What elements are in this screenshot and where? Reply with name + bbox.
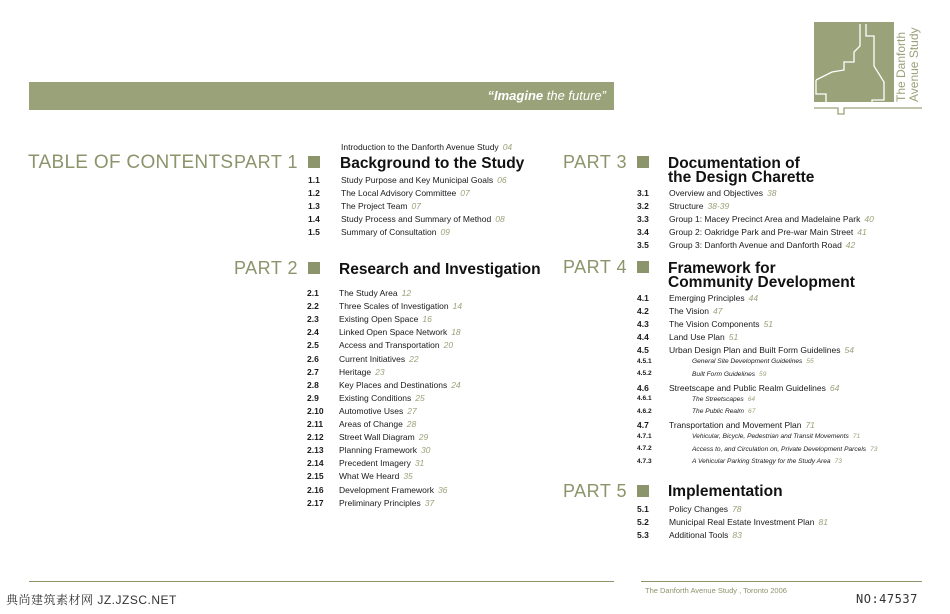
entry-number: 2.16 <box>307 484 324 495</box>
entry-number: 3.1 <box>637 188 649 198</box>
entry-number: 5.2 <box>637 517 649 528</box>
page-number: 07 <box>460 188 470 199</box>
page-number: 55 <box>806 358 814 366</box>
entry-number: 2.15 <box>307 471 324 482</box>
entry-number: 4.2 <box>637 306 649 317</box>
entry-number: 2.13 <box>307 445 324 456</box>
footer-rule-right <box>641 581 922 582</box>
entry-title <box>339 393 425 403</box>
page-number: 67 <box>748 408 756 416</box>
street-map-icon <box>814 22 894 102</box>
entry-text: General Site Development Guidelines <box>692 358 803 366</box>
entry-number: 4.5.1 <box>637 357 652 365</box>
entry-number: 5.1 <box>637 504 649 514</box>
entry-text: Transportation and Movement Plan <box>669 420 802 431</box>
part-heading <box>340 157 524 171</box>
entry-number: 2.2 <box>307 301 319 312</box>
entry-title <box>339 314 432 324</box>
page-number: 71 <box>852 433 861 441</box>
entry-title <box>341 201 421 211</box>
entry-text: Overview and Objectives <box>669 188 764 198</box>
page-number: 78 <box>732 504 742 514</box>
page-number: 38-39 <box>707 201 730 212</box>
page-number: 40 <box>864 214 874 225</box>
square-bullet-icon <box>637 261 649 273</box>
entry-title <box>339 498 434 508</box>
page-number: 08 <box>495 214 505 225</box>
danforth-logo <box>814 22 894 102</box>
entry-text: Study Process and Summary of Method <box>341 214 492 225</box>
entry-title <box>669 332 738 342</box>
part-heading-line: Research and Investigation <box>339 261 541 278</box>
part-heading <box>668 157 814 185</box>
page-number: 73 <box>870 445 878 453</box>
square-bullet-icon <box>637 156 649 168</box>
entry-title <box>669 293 758 303</box>
part-heading-line: Community Development <box>668 274 855 291</box>
entry-title <box>669 504 742 514</box>
tagline-banner <box>29 82 614 110</box>
entry-number: 4.3 <box>637 319 649 330</box>
square-bullet-icon <box>308 156 320 168</box>
square-bullet-icon <box>308 262 320 274</box>
entry-title <box>341 175 507 185</box>
entry-text: Streetscape and Public Realm Guidelines <box>669 382 826 393</box>
entry-text: Emerging Principles <box>669 293 745 303</box>
entry-title <box>669 214 874 224</box>
page-number: 71 <box>805 420 815 431</box>
page-number: 44 <box>748 293 759 303</box>
entry-text: What We Heard <box>339 471 400 482</box>
entry-title <box>339 354 419 364</box>
entry-text: Development Framework <box>339 484 434 495</box>
page-number: 27 <box>407 405 417 416</box>
entry-title <box>692 371 766 378</box>
entry-title <box>339 327 461 337</box>
entry-text: Summary of Consultation <box>341 227 437 238</box>
page-number: 31 <box>414 458 425 469</box>
entry-text: Existing Conditions <box>339 392 412 403</box>
entry-title <box>341 227 450 237</box>
entry-number: 1.5 <box>308 227 320 238</box>
entry-number: 4.6.1 <box>637 395 652 403</box>
entry-title <box>669 201 729 211</box>
part-heading-line: Background to the Study <box>340 155 525 172</box>
page-number: 12 <box>401 288 412 298</box>
page-number: 23 <box>375 366 385 377</box>
entry-text: Access and Transportation <box>339 340 440 351</box>
watermark-number: NO:47537 <box>856 592 918 606</box>
entry-text: Municipal Real Estate Investment Plan <box>669 517 815 528</box>
entry-text: Current Initiatives <box>339 353 406 364</box>
intro-entry[interactable]: Introduction to the Danforth Avenue Study 04 <box>341 142 513 152</box>
entry-number: 4.1 <box>637 293 649 303</box>
entry-text: Preliminary Principles <box>339 497 421 508</box>
entry-title <box>692 408 755 415</box>
entry-number: 2.12 <box>307 432 324 443</box>
square-bullet-icon <box>637 485 649 497</box>
entry-title <box>339 380 461 390</box>
entry-number: 2.11 <box>307 419 324 429</box>
page-number: 20 <box>443 340 454 351</box>
part-label: PART 4 <box>563 257 628 277</box>
page-number: 06 <box>497 175 507 185</box>
page-number: 59 <box>759 370 767 378</box>
entry-number: 2.14 <box>307 458 324 469</box>
entry-title <box>669 530 742 540</box>
entry-text: Existing Open Space <box>339 314 419 325</box>
entry-title <box>339 367 385 377</box>
entry-number: 1.3 <box>308 201 320 212</box>
entry-number: 3.2 <box>637 201 649 212</box>
page-number: 35 <box>403 471 413 482</box>
page-number: 37 <box>424 497 435 508</box>
entry-title <box>339 445 430 455</box>
entry-number: 2.6 <box>307 353 319 364</box>
entry-text: The Project Team <box>341 201 408 212</box>
entry-number: 2.3 <box>307 314 319 325</box>
entry-text: Street Wall Diagram <box>339 432 415 443</box>
footer-text: The Danforth Avenue Study , Toronto 2006 <box>645 586 787 595</box>
entry-text: Structure <box>669 201 704 212</box>
footer-rule-left <box>29 581 614 582</box>
entry-title <box>669 240 855 250</box>
entry-title <box>669 517 828 527</box>
entry-number: 4.6.2 <box>637 407 652 415</box>
entry-number: 2.8 <box>307 379 319 390</box>
entry-text: The Vision Components <box>669 319 760 330</box>
page-number: 64 <box>829 382 840 393</box>
entry-text: The Local Advisory Committee <box>341 188 457 199</box>
page-number: 09 <box>440 227 450 238</box>
entry-number: 4.7 <box>637 420 649 431</box>
tagline-text: “Imagine the future” <box>487 88 606 103</box>
entry-text: Key Places and Destinations <box>339 379 448 390</box>
entry-number: 2.9 <box>307 392 319 403</box>
entry-title <box>669 227 867 237</box>
entry-number: 2.7 <box>307 366 319 377</box>
entry-title <box>339 288 411 298</box>
entry-number: 3.5 <box>637 240 649 251</box>
entry-text: Group 3: Danforth Avenue and Danforth Road <box>669 240 842 251</box>
entry-number: 1.4 <box>308 214 320 225</box>
page-number: 16 <box>422 314 432 325</box>
entry-text: A Vehicular Parking Strategy for the Study Area <box>692 458 831 466</box>
part-heading <box>668 485 783 499</box>
entry-title <box>341 188 470 198</box>
part-label: PART 5 <box>563 481 628 501</box>
entry-text: Vehicular, Bicycle, Pedestrian and Transit Movements <box>692 433 849 441</box>
page-number: 04 <box>502 142 513 152</box>
entry-number: 4.6 <box>637 382 649 393</box>
entry-number: 4.7.3 <box>637 457 652 465</box>
entry-number: 2.17 <box>307 497 324 508</box>
entry-title <box>692 458 842 465</box>
part-heading-line: Implementation <box>668 483 783 500</box>
entry-number: 2.10 <box>307 405 324 416</box>
logo-title: The Danforth Avenue Study <box>894 27 921 102</box>
entry-text: Planning Framework <box>339 445 417 456</box>
entry-text: Linked Open Space Network <box>339 327 448 338</box>
entry-number: 4.7.2 <box>637 445 652 453</box>
entry-title <box>669 188 776 198</box>
page-number: 25 <box>415 392 425 403</box>
entry-text: The Public Realm <box>692 408 745 416</box>
page-number: 36 <box>437 484 448 495</box>
entry-text: Precedent Imagery <box>339 458 411 469</box>
entry-text: Additional Tools <box>669 530 729 541</box>
toc-title: TABLE OF CONTENTS <box>28 152 234 173</box>
entry-title <box>692 396 755 403</box>
page-number: 30 <box>420 445 431 456</box>
part-heading <box>668 262 855 290</box>
page-number: 47 <box>713 306 723 317</box>
page-number: 83 <box>732 530 742 541</box>
entry-title <box>339 458 424 468</box>
entry-number: 2.4 <box>307 327 319 338</box>
part-label: PART 3 <box>563 152 628 172</box>
entry-text: Study Purpose and Key Municipal Goals <box>341 175 494 185</box>
entry-number: 4.4 <box>637 332 649 343</box>
page-number: 41 <box>857 227 867 238</box>
entry-title <box>341 214 505 224</box>
entry-title <box>669 319 773 329</box>
page-number: 14 <box>452 301 463 312</box>
entry-number: 4.5.2 <box>637 370 652 378</box>
page-number: 73 <box>834 458 842 466</box>
entry-title <box>339 301 462 311</box>
entry-title <box>669 306 722 316</box>
entry-text: Urban Design Plan and Built Form Guidelines <box>669 345 841 356</box>
part-heading-line: the Design Charette <box>668 169 815 186</box>
entry-title <box>339 340 453 350</box>
entry-text: The Streetscapes <box>692 395 744 403</box>
entry-text: The Study Area <box>339 288 398 298</box>
part-label: PART 2 <box>234 258 299 278</box>
entry-number: 2.5 <box>307 340 319 351</box>
page-number: 42 <box>845 240 856 251</box>
entry-number: 1.2 <box>308 188 320 199</box>
entry-text: Policy Changes <box>669 504 729 514</box>
part-heading-line: Framework for <box>668 260 776 277</box>
page-number: 22 <box>409 353 419 364</box>
entry-text: Group 2: Oakridge Park and Pre-war Main Street <box>669 227 854 238</box>
page-number: 28 <box>406 419 417 429</box>
part-label: PART 1 <box>234 152 299 172</box>
entry-number: 1.1 <box>308 175 320 185</box>
entry-text: Built Form Guidelines <box>692 370 756 378</box>
page-number: 24 <box>451 379 461 390</box>
page-number: 07 <box>411 201 421 212</box>
entry-title <box>339 432 428 442</box>
entry-title <box>669 383 839 393</box>
entry-text: Access to, and Circulation on, Private Development Parcels <box>692 445 867 453</box>
page-number: 54 <box>844 345 854 356</box>
entry-title <box>669 420 815 430</box>
entry-text: Heritage <box>339 366 372 377</box>
entry-text: Three Scales of Investigation <box>339 301 449 312</box>
entry-title <box>692 358 814 365</box>
entry-number: 3.3 <box>637 214 649 225</box>
page-number: 18 <box>451 327 461 338</box>
part-heading <box>339 263 541 277</box>
page-number: 51 <box>728 332 739 343</box>
watermark-site: 典尚建筑素材网 JZ.JZSC.NET <box>6 593 177 607</box>
entry-title <box>669 345 854 355</box>
entry-text: Areas of Change <box>339 419 403 429</box>
entry-number: 2.1 <box>307 288 319 298</box>
entry-number: 5.3 <box>637 530 649 541</box>
page-number: 81 <box>818 517 828 528</box>
page-number: 29 <box>418 432 429 443</box>
entry-title <box>692 433 860 440</box>
entry-number: 4.5 <box>637 345 649 356</box>
entry-title <box>339 485 447 495</box>
entry-title <box>339 419 416 429</box>
entry-title <box>339 471 413 481</box>
entry-text: The Vision <box>669 306 710 317</box>
page-number: 64 <box>747 395 756 403</box>
entry-number: 4.7.1 <box>637 432 652 440</box>
entry-text: Group 1: Macey Precinct Area and Madelaine Park <box>669 214 861 225</box>
entry-title <box>692 446 877 453</box>
page-number: 51 <box>763 319 774 330</box>
page-number: 38 <box>767 188 777 198</box>
entry-text: Land Use Plan <box>669 332 725 343</box>
entry-text: Automotive Uses <box>339 405 404 416</box>
entry-number: 3.4 <box>637 227 649 238</box>
entry-title <box>339 406 417 416</box>
part-heading-line: Documentation of <box>668 155 800 172</box>
